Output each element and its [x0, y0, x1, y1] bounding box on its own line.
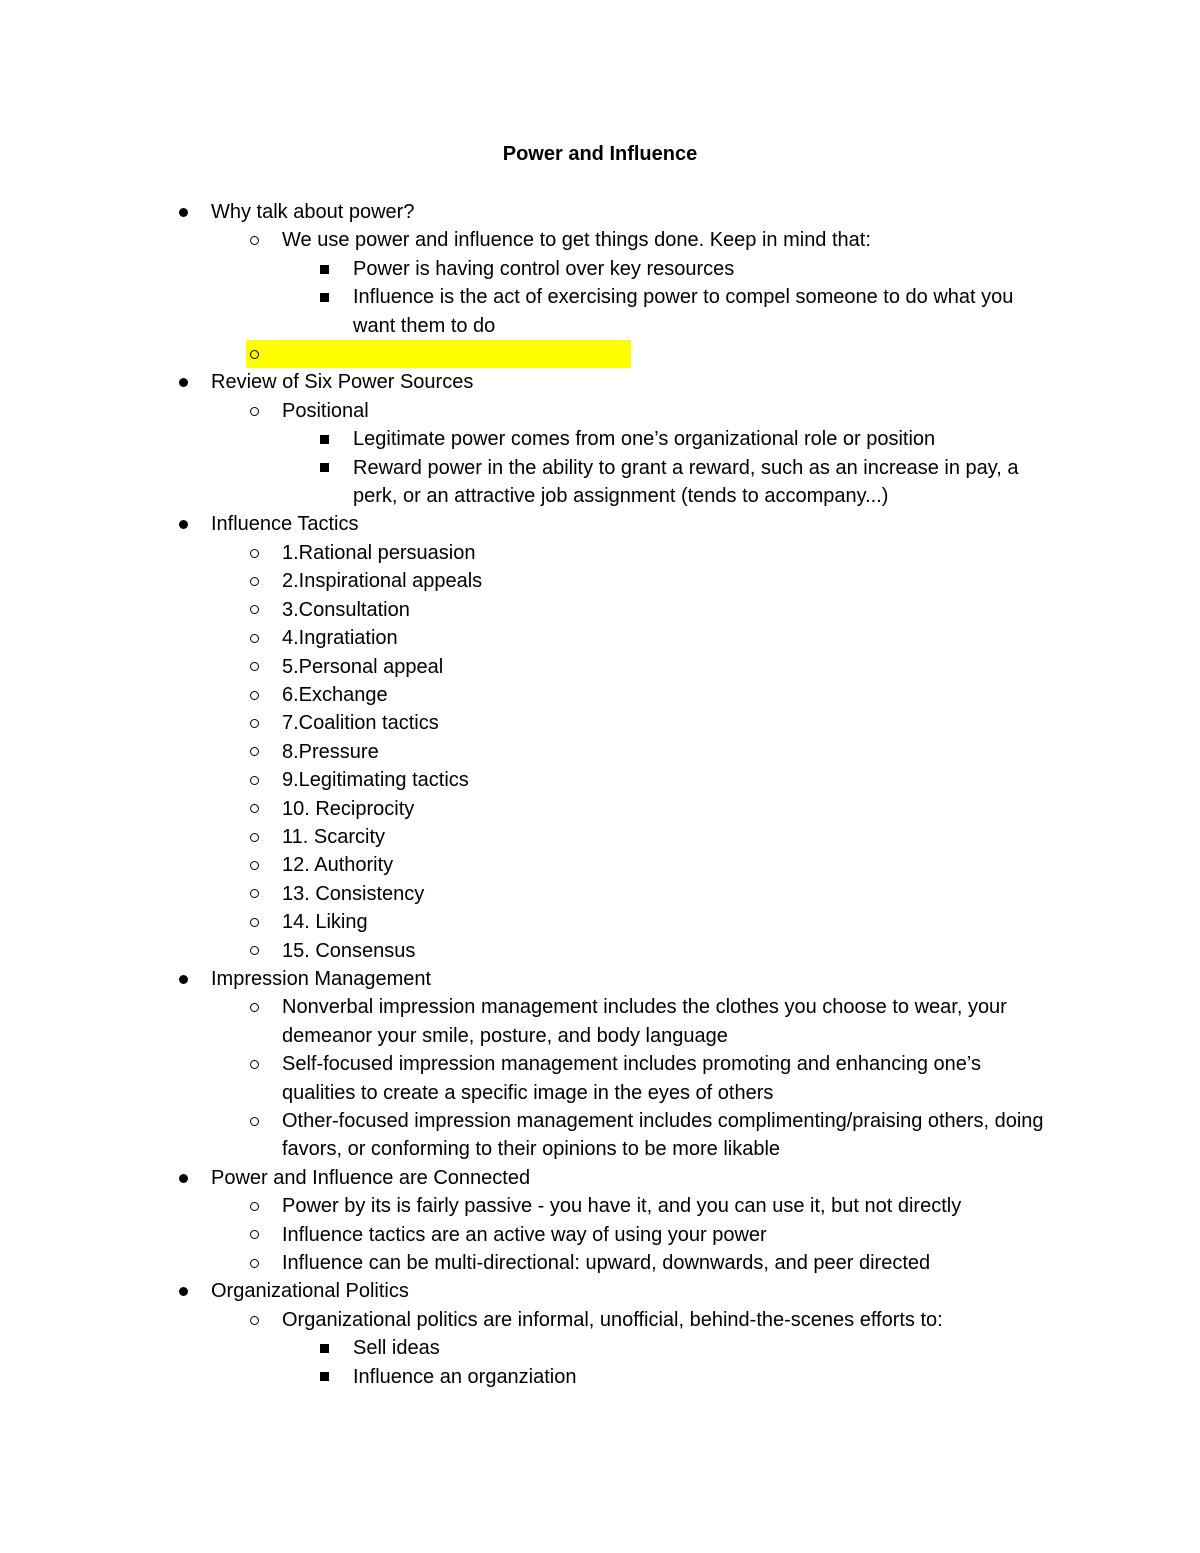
hollow-circle-bullet-icon [248, 851, 260, 879]
list-item [0, 1107, 1200, 1164]
list-item [0, 397, 1200, 425]
text-highlight [246, 340, 631, 368]
hollow-circle-bullet-icon [248, 880, 260, 908]
hollow-circle-bullet-icon [248, 1050, 260, 1078]
list-item-text: We use power and influence to get things done. Keep in mind that: [282, 229, 871, 252]
list-item-text: 10. Reciprocity [282, 797, 415, 820]
hollow-circle-bullet-icon [248, 596, 260, 624]
list-item-text: Influence Tactics [211, 513, 359, 536]
hollow-circle-bullet-icon [248, 1107, 260, 1135]
filled-circle-bullet-icon [177, 198, 189, 226]
list-item [0, 425, 1200, 453]
list-item [0, 795, 1200, 823]
hollow-circle-bullet-icon [248, 993, 260, 1021]
list-item [0, 1221, 1200, 1249]
list-item-text: Power by its is fairly passive - you have it, and you can use it, but not directly [282, 1195, 962, 1218]
list-item [0, 908, 1200, 936]
list-item-text: 4.Ingratiation [282, 627, 398, 650]
square-bullet-icon [318, 425, 330, 453]
list-item-text: Legitimate power comes from one’s organizational role or position [353, 428, 936, 451]
list-item [0, 198, 1200, 226]
list-item-text: 11. Scarcity [282, 825, 385, 848]
list-item [0, 596, 1200, 624]
list-item [0, 1363, 1200, 1391]
list-item [0, 1306, 1200, 1334]
list-item [0, 1192, 1200, 1220]
list-item-text: 14. Liking [282, 911, 368, 934]
filled-circle-bullet-icon [177, 1164, 189, 1192]
hollow-circle-bullet-icon [248, 1306, 260, 1334]
list-item-text: Positional [282, 399, 369, 422]
hollow-circle-bullet-icon [248, 908, 260, 936]
list-item-text: 15. Consensus [282, 939, 416, 962]
list-item-text: 1.Rational persuasion [282, 541, 476, 564]
hollow-circle-bullet-icon [248, 226, 260, 254]
list-item-text: Sell ideas [353, 1337, 440, 1360]
square-bullet-icon [318, 283, 330, 311]
list-item-text: 6.Exchange [282, 683, 388, 706]
list-item [0, 1050, 1200, 1107]
list-item-text: Nonverbal impression management includes the clothes you choose to wear, your demeanor your smile, posture, and body language [282, 996, 1007, 1047]
list-item [0, 1249, 1200, 1277]
list-item [0, 255, 1200, 283]
list-item [0, 851, 1200, 879]
hollow-circle-bullet-icon [248, 1249, 260, 1277]
list-item [0, 653, 1200, 681]
list-item-text: Influence can be multi-directional: upward, downwards, and peer directed [282, 1252, 931, 1275]
list-item [0, 340, 1200, 368]
list-item [0, 880, 1200, 908]
hollow-circle-bullet-icon [248, 681, 260, 709]
list-item-text: Organizational Politics [211, 1280, 409, 1303]
list-item-text: Other-focused impression management includes complimenting/praising others, doing favors, or conforming to their opinions to be more likable [282, 1110, 1044, 1161]
list-item-text: 3.Consultation [282, 598, 410, 621]
list-item [0, 1334, 1200, 1362]
list-item-text: Organizational politics are informal, unofficial, behind-the-scenes efforts to: [282, 1308, 943, 1331]
list-item-text: Self-focused impression management includes promoting and enhancing one’s qualities to create a specific image in the eyes of others [282, 1053, 981, 1104]
list-item [0, 937, 1200, 965]
hollow-circle-bullet-icon [248, 1221, 260, 1249]
filled-circle-bullet-icon [177, 965, 189, 993]
list-item-text: 12. Authority [282, 854, 394, 877]
hollow-circle-bullet-icon [248, 766, 260, 794]
hollow-circle-bullet-icon [248, 709, 260, 737]
list-item [0, 709, 1200, 737]
list-item-text: 2.Inspirational appeals [282, 570, 483, 593]
list-item [0, 567, 1200, 595]
hollow-circle-bullet-icon [248, 539, 260, 567]
list-item [0, 510, 1200, 538]
list-item-text: Impression Management [211, 967, 432, 990]
list-item [0, 681, 1200, 709]
list-item [0, 283, 1200, 340]
list-item-text: Why talk about power? [211, 201, 415, 223]
list-item [0, 226, 1200, 254]
hollow-circle-bullet-icon [248, 653, 260, 681]
list-item [0, 965, 1200, 993]
hollow-circle-bullet-icon [248, 397, 260, 425]
list-item-text: 9.Legitimating tactics [282, 769, 469, 792]
list-item [0, 1277, 1200, 1305]
list-item-text: Power and Influence are Connected [211, 1166, 531, 1189]
hollow-circle-bullet-icon [248, 823, 260, 851]
square-bullet-icon [318, 255, 330, 283]
square-bullet-icon [318, 1334, 330, 1362]
list-item-text: Review of Six Power Sources [211, 371, 474, 394]
hollow-circle-bullet-icon [248, 1192, 260, 1220]
list-item-text: Reward power in the ability to grant a reward, such as an increase in pay, a perk, or an attractive job assignment (tends to accompany...) [353, 456, 1019, 508]
hollow-circle-bullet-icon [248, 937, 260, 965]
list-item [0, 368, 1200, 396]
list-item [0, 766, 1200, 794]
list-item-text: 5.Personal appeal [282, 655, 444, 678]
list-item-text: 8.Pressure [282, 740, 379, 763]
list-item-text: Power is having control over key resources [353, 257, 735, 280]
list-item [0, 539, 1200, 567]
hollow-circle-bullet-icon [248, 340, 260, 368]
filled-circle-bullet-icon [177, 1277, 189, 1305]
list-item [0, 738, 1200, 766]
document-title: Power and Influence [502, 143, 698, 165]
list-item [0, 1164, 1200, 1192]
filled-circle-bullet-icon [177, 510, 189, 538]
list-item-text: 13. Consistency [282, 882, 425, 905]
list-item [0, 624, 1200, 652]
hollow-circle-bullet-icon [248, 567, 260, 595]
list-item-text: Influence tactics are an active way of using your power [282, 1223, 767, 1246]
hollow-circle-bullet-icon [248, 738, 260, 766]
list-item-text: Influence is the act of exercising power to compel someone to do what you want them to do [353, 286, 1014, 337]
square-bullet-icon [318, 454, 330, 482]
list-item-text: 7.Coalition tactics [282, 712, 439, 735]
filled-circle-bullet-icon [177, 368, 189, 396]
list-item [0, 823, 1200, 851]
list-item [0, 454, 1200, 511]
bullet-list [0, 198, 1200, 1391]
square-bullet-icon [318, 1363, 330, 1391]
list-item-text: Influence an organziation [353, 1365, 577, 1388]
hollow-circle-bullet-icon [248, 795, 260, 823]
hollow-circle-bullet-icon [248, 624, 260, 652]
list-item [0, 993, 1200, 1050]
